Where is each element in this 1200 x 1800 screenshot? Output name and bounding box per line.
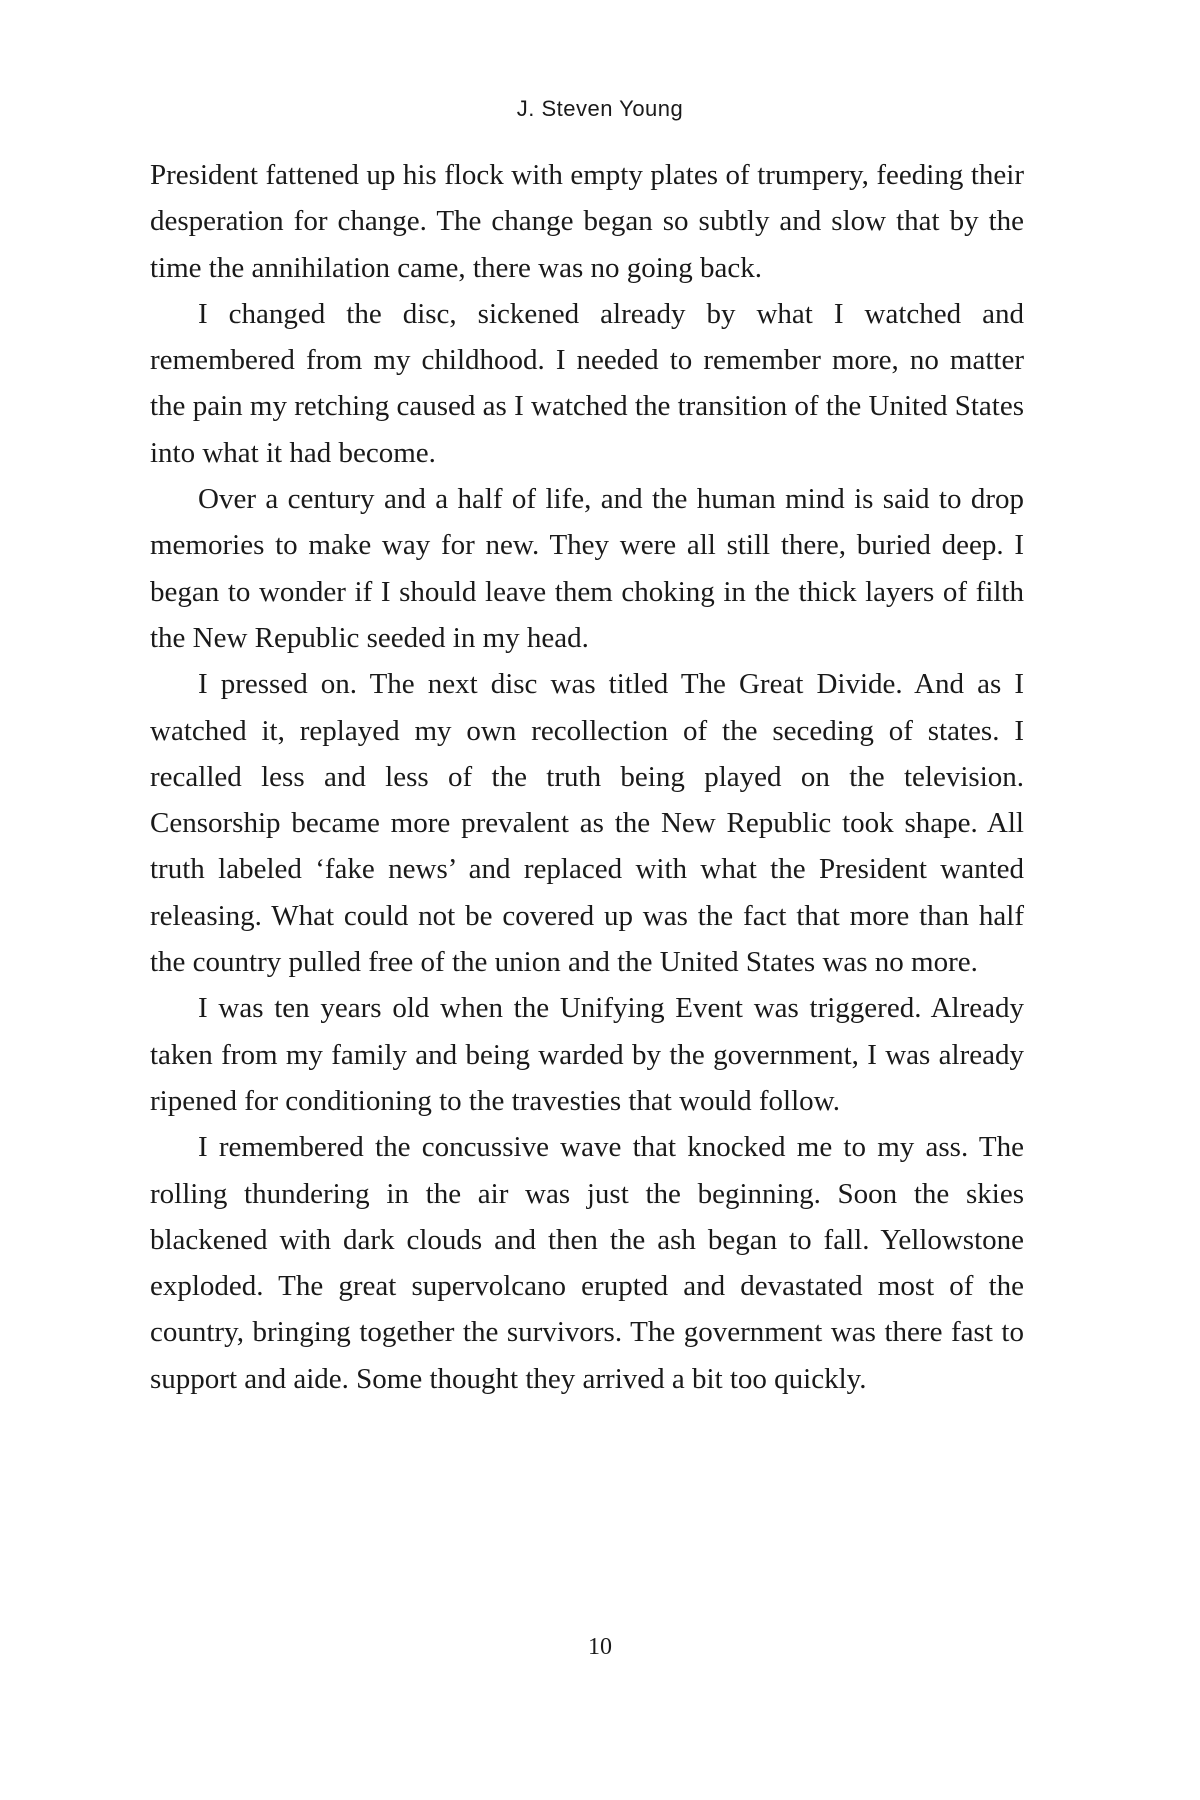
paragraph-4: I pressed on. The next disc was titled The Great Divide. And as I watched it, replayed my own recollection of the seceding of states. I recalled less and less of the truth being played on the television. Censorship became more prevalent as the New Republic took shape. All truth labeled ‘fake news’ and replaced with what the President wanted releasing. What could not be covered up was the fact that more than half the country pulled free of the union and the United States was no more. — [150, 668, 1024, 979]
paragraph-2: I changed the disc, sickened already by what I watched and remembered from my childhood. I needed to remember more, no matter the pain my retching caused as I watched the transition of the United States into what it had become. — [150, 297, 1024, 469]
paragraph-3: Over a century and a half of life, and the human mind is said to drop memories to make way for new. They were all still there, buried deep. I began to wonder if I should leave them choking in the thick layers of filth the New Republic seeded in my head. — [150, 483, 1024, 654]
paragraph-5: I was ten years old when the Unifying Event was triggered. Already taken from my family and being warded by the government, I was already ripened for conditioning to the travesties that would follow. — [150, 992, 1024, 1117]
paragraph-1: President fattened up his flock with empty plates of trumpery, feeding their desperation for change. The change began so subtly and slow that by the time the annihilation came, there was no going back. — [150, 159, 1024, 284]
running-head-author: J. Steven Young — [516, 96, 684, 121]
paragraph-6: I remembered the concussive wave that knocked me to my ass. The rolling thundering in the air was just the beginning. Soon the skies blackened with dark clouds and then the ash began to fall. Yellowstone exploded. The great supervolcano erupted and devastated most of the country, bringing together the survivors. The government was there fast to support and aide. Some thought they arrived a bit too quickly. — [150, 1131, 1024, 1395]
page-number: 10 — [588, 1634, 612, 1660]
body-text — [150, 152, 1024, 1402]
